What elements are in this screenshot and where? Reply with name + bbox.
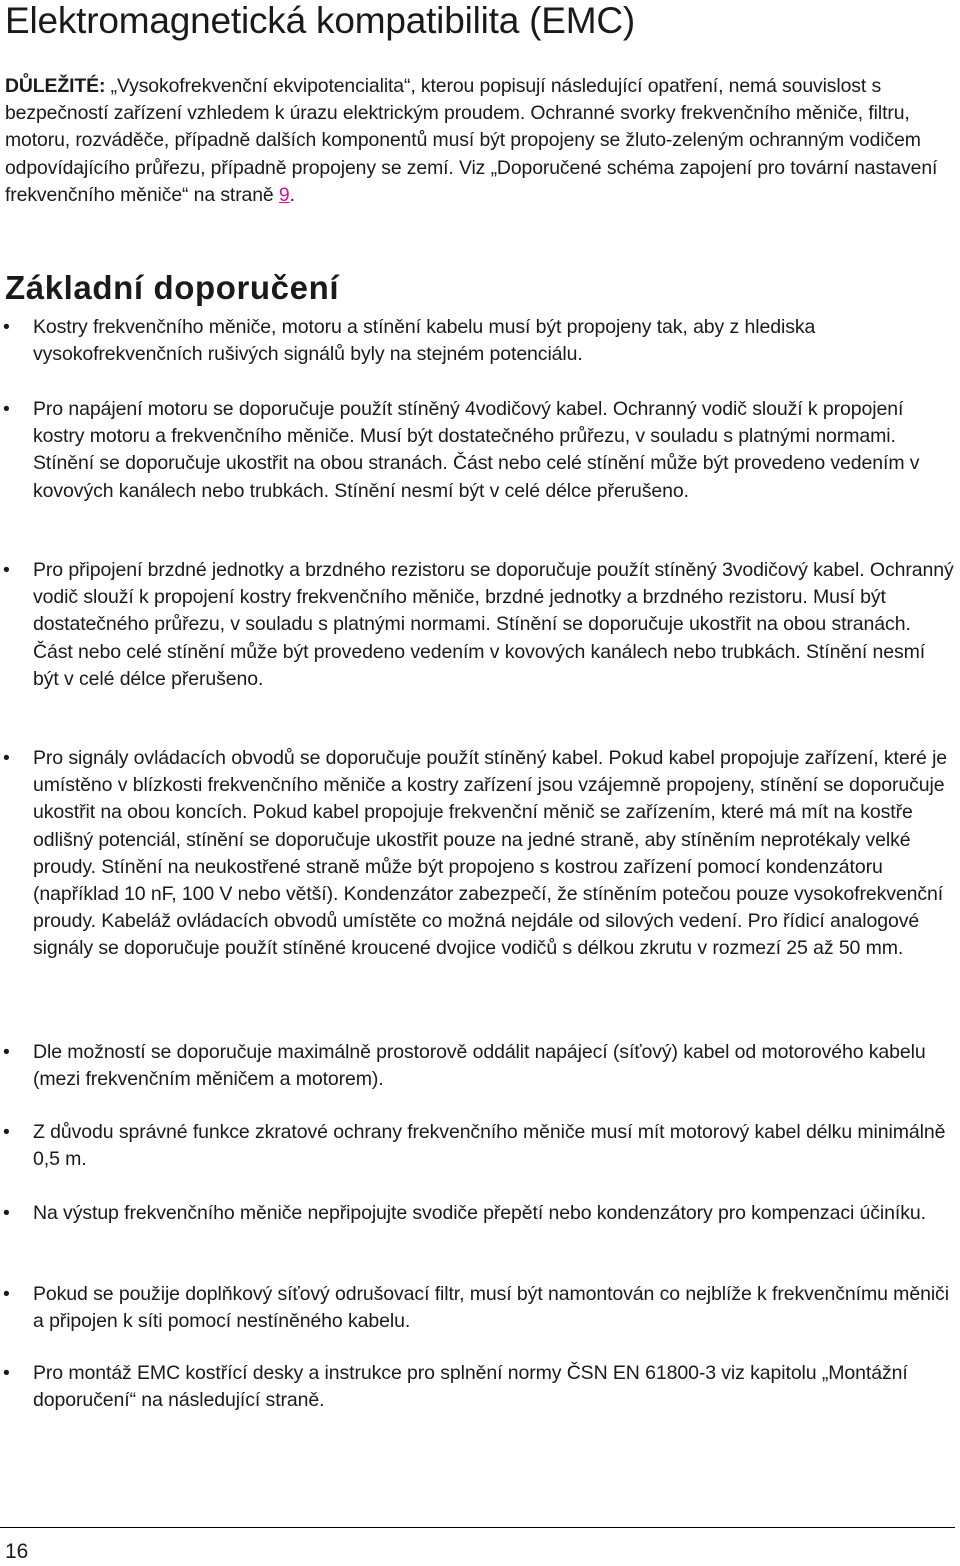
important-text-end: .: [289, 183, 295, 206]
footer-divider: [0, 1527, 955, 1528]
bullet-icon: •: [3, 1202, 10, 1224]
list-item-text: Pro signály ovládacích obvodů se doporučuje použít stíněný kabel. Pokud kabel propojuje zařízení, které je umístěno v blízkosti frekvenčního měniče a kostry zařízení jsou vzájemně propojeny, stínění se doporučuje ukostřit na obou koncích. Pokud kabel propojuje frekvenční měnič se zařízením, které má mít na kostře odlišný potenciál, stínění se doporučuje ukostřit pouze na jedné straně, aby stíněním neprotékaly velké proudy. Stínění na neukostřené straně může být propojeno s kostrou zařízení pomocí kondenzátoru (například 10 nF, 100 V nebo větší). Kondenzátor zabezpečí, že stíněním potečou pouze vysokofrekvenční proudy. Kabeláž ovládacích obvodů umístěte co možná nejdále od silových vedení. Pro řídicí analogové signály se doporučuje použít stíněné kroucené dvojice vodičů s délkou zkrutu v rozmezí 25 až 50 mm.: [33, 747, 948, 960]
list-item-text: Pokud se použije doplňkový síťový odrušovací filtr, musí být namontován co nejblíže k frekvenčnímu měniči a připojen k síti pomocí nestíněného kabelu.: [33, 1283, 949, 1333]
bullet-icon: •: [3, 1283, 10, 1305]
important-label: DŮLEŽITÉ:: [5, 75, 106, 97]
bullet-icon: •: [3, 747, 10, 769]
bullet-icon: •: [3, 316, 10, 338]
list-item-text: Dle možností se doporučuje maximálně prostorově oddálit napájecí (síťový) kabel od motorového kabelu (mezi frekvenčním měničem a motorem).: [33, 1041, 926, 1091]
bullet-icon: •: [3, 559, 10, 581]
list-item-text: Pro připojení brzdné jednotky a brzdného rezistoru se doporučuje použít stíněný 3vodičový kabel. Ochranný vodič slouží k propojení kostry frekvenčního měniče, brzdné jednotky a brzdného rezistoru. Musí být dostatečného průřezu, v souladu s platnými normami. Stínění se doporučuje ukostřit na obou stranách. Část nebo celé stínění může být provedeno vedením v kovových kanálech nebo trubkách. Stínění nesmí být v celé délce přerušeno.: [33, 559, 954, 690]
section-title: Základní doporučení: [5, 269, 340, 306]
bullet-icon: •: [3, 1362, 10, 1384]
list-item-text: Kostry frekvenčního měniče, motoru a stínění kabelu musí být propojeny tak, aby z hlediska vysokofrekvenčních rušivých signálů byly na stejném potenciálu.: [33, 316, 816, 366]
important-text: „Vysokofrekvenční ekvipotencialita“, kterou popisují následující opatření, nemá souvislost s bezpečností zařízení vzhledem k úrazu elektrickým proudem. Ochranné svorky frekvenčního měniče, filtru, motoru, rozváděče, případně dalších komponentů musí být propojeny se žluto-zeleným ochranným vodičem odpovídajícího průřezu, případně propojeny se zemí. Viz „Doporučené schéma zapojení pro tovární nastavení frekvenčního měniče“ na straně: [5, 75, 938, 206]
list-item-text: Pro napájení motoru se doporučuje použít stíněný 4vodičový kabel. Ochranný vodič slouží k propojení kostry motoru a frekvenčního měniče. Musí být dostatečného průřezu, v souladu s platnými normami. Stínění se doporučuje ukostřit na obou stranách. Část nebo celé stínění může být provedeno vedením v kovových kanálech nebo trubkách. Stínění nesmí být v celé délce přerušeno.: [33, 398, 920, 502]
list-item-text: Z důvodu správné funkce zkratové ochrany frekvenčního měniče musí mít motorový kabel délku minimálně 0,5 m.: [33, 1121, 946, 1171]
page-number: 16: [5, 1540, 29, 1563]
bullet-icon: •: [3, 1121, 10, 1143]
page-title: Elektromagnetická kompatibilita (EMC): [5, 0, 636, 41]
bullet-icon: •: [3, 398, 10, 420]
page-reference-link[interactable]: 9: [278, 183, 290, 206]
list-item-text: Pro montáž EMC kostřící desky a instrukce pro splnění normy ČSN EN 61800-3 viz kapitolu „Montážní doporučení“ na následující straně.: [33, 1362, 908, 1412]
bullet-icon: •: [3, 1041, 10, 1063]
important-note: [5, 73, 955, 209]
list-item-text: Na výstup frekvenčního měniče nepřipojujte svodiče přepětí nebo kondenzátory pro kompenzaci účiníku.: [33, 1202, 926, 1224]
